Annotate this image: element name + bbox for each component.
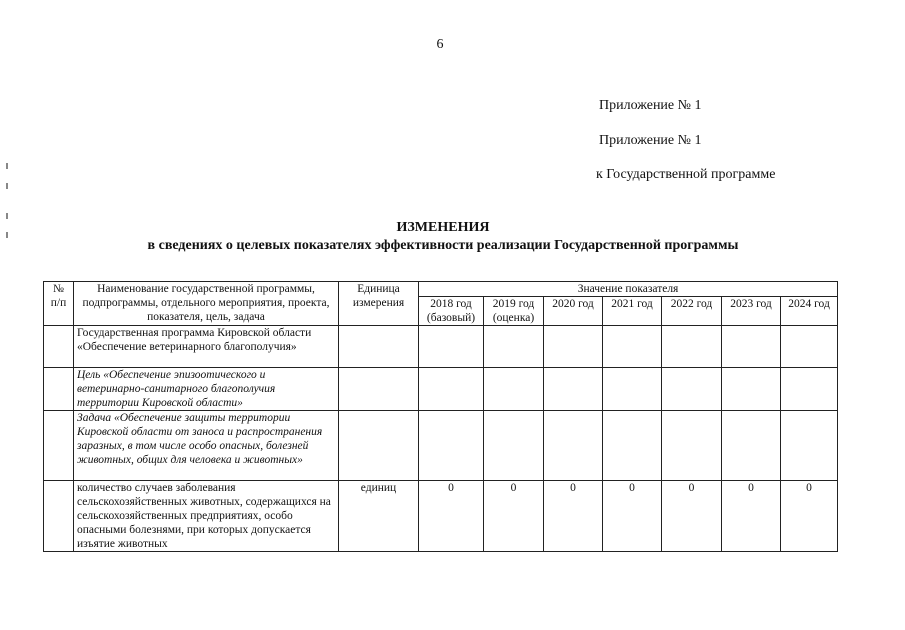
row-name: Задача «Обеспечение защиты территории Кировской области от заноса и распространения заразных, в том числе особо опасных, болезней животных, общих для человека и животных» [74,411,339,481]
row-value [662,368,722,411]
row-num [44,368,74,411]
row-value [603,326,662,368]
header-year-2023: 2023 год [722,297,781,326]
document-title: ИЗМЕНЕНИЯ [396,220,490,235]
row-value [722,326,781,368]
row-value [662,326,722,368]
row-value [484,368,544,411]
annex-line-2: Приложение № 1 [599,133,702,148]
row-name: Государственная программа Кировской области «Обеспечение ветеринарного благополучия» [74,326,339,368]
row-num [44,481,74,552]
indicators-table [43,281,838,552]
table-row-indicator [44,481,838,552]
row-value [722,368,781,411]
row-unit [339,368,419,411]
row-value: 0 [722,481,781,552]
row-value: 0 [662,481,722,552]
row-value [419,368,484,411]
header-year-2021: 2021 год [603,297,662,326]
row-value [419,326,484,368]
document-subtitle: в сведениях о целевых показателях эффективности реализации Государственной программы [147,238,739,253]
table-row-task [44,411,838,481]
row-value [722,411,781,481]
row-value: 0 [484,481,544,552]
row-value [484,326,544,368]
row-value [484,411,544,481]
row-value: 0 [419,481,484,552]
row-value [603,411,662,481]
table-row-program [44,326,838,368]
row-value [419,411,484,481]
row-num [44,326,74,368]
row-num [44,411,74,481]
header-year-2024: 2024 год [781,297,838,326]
scan-speck [6,213,8,219]
scan-speck [6,232,8,238]
header-year-2018: 2018 год (базовый) [419,297,484,326]
row-value: 0 [781,481,838,552]
row-value [662,411,722,481]
page-number: 6 [436,37,444,52]
scan-speck [6,183,8,189]
header-year-2019: 2019 год (оценка) [484,297,544,326]
row-name: количество случаев заболевания сельскохозяйственных животных, содержащихся на сельскохозяйственных предприятиях, особо опасными болезнями, при которых допускается изъятие животных [74,481,339,552]
header-values-group: Значение показателя [419,282,838,297]
table-row-goal [44,368,838,411]
header-unit: Единица измерения [339,282,419,326]
scan-speck [6,163,8,169]
row-unit [339,326,419,368]
row-value: 0 [544,481,603,552]
header-num: № п/п [44,282,74,326]
header-year-2022: 2022 год [662,297,722,326]
row-unit [339,411,419,481]
row-value [781,368,838,411]
header-year-2020: 2020 год [544,297,603,326]
annex-line-3: к Государственной программе [596,167,776,182]
row-unit: единиц [339,481,419,552]
row-value [781,411,838,481]
row-value [544,411,603,481]
row-value [544,326,603,368]
row-value [544,368,603,411]
row-value: 0 [603,481,662,552]
row-name: Цель «Обеспечение эпизоотического и ветеринарно-санитарного благополучия территории Кировской области» [74,368,339,411]
row-value [603,368,662,411]
header-name: Наименование государственной программы, подпрограммы, отдельного мероприятия, проекта, показателя, цель, задача [74,282,339,326]
annex-line-1: Приложение № 1 [599,98,702,113]
row-value [781,326,838,368]
